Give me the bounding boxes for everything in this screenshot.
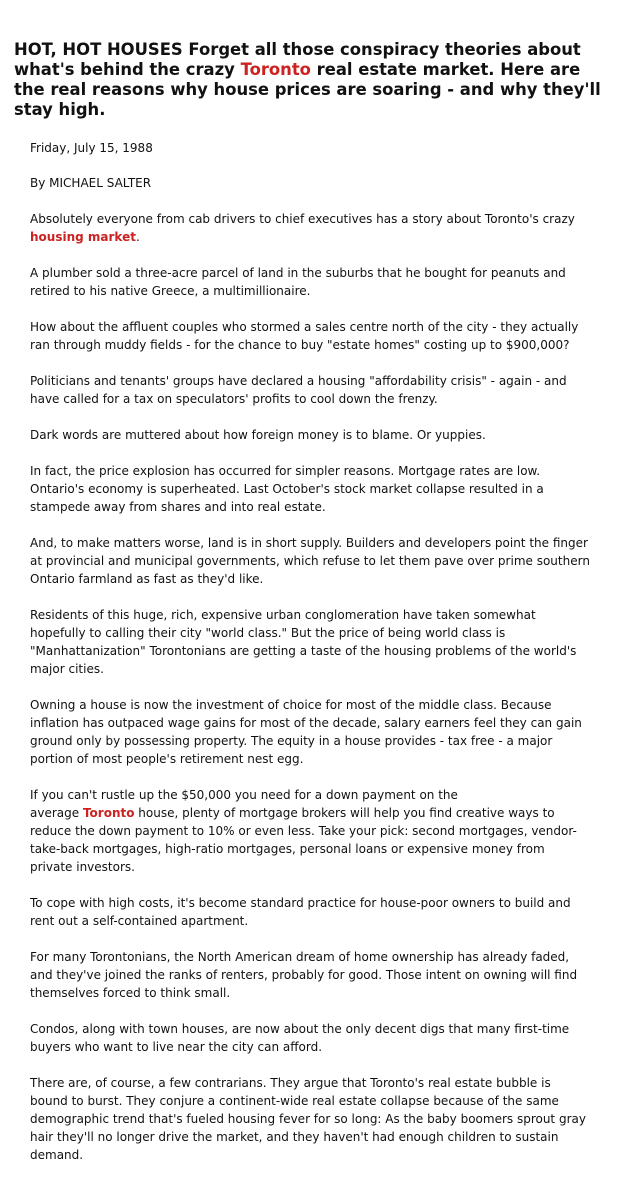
paragraph-3: How about the affluent couples who stormed a sales centre north of the city - they actually ran through muddy fields - for the chance to buy "estate homes" costing up to $900,000? <box>30 320 579 352</box>
toronto-link[interactable]: Toronto <box>82 806 135 820</box>
headline-lead: HOT, HOT HOUSES Forget all those conspiracy theories about what's behind the crazy <box>14 40 581 79</box>
paragraph-9: Owning a house is now the investment of choice for most of the middle class. Because inflation has outpaced wage gains for most of the decade, salary earners feel they can gain ground only by possessing property. The equity in a house provides - tax free - a major portion of most people's retirement nest egg. <box>30 698 582 766</box>
byline: By MICHAEL SALTER <box>30 176 152 190</box>
paragraph-4: Politicians and tenants' groups have declared a housing "affordability crisis" - again - and have called for a tax on speculators' profits to cool down the frenzy. <box>30 374 567 406</box>
paragraph-10 <box>30 786 590 876</box>
paragraph-8: Residents of this huge, rich, expensive urban conglomeration have taken somewhat hopefully to calling their city "world class." But the price of being world class is "Manhattanization" Torontonians are getting a taste of the housing problems of the world's major cities. <box>30 608 577 676</box>
paragraph-12: For many Torontonians, the North American dream of home ownership has already faded, and they've joined the ranks of renters, probably for good. Those intent on owning will find themselves forced to think small. <box>30 950 578 1000</box>
paragraph-6: In fact, the price explosion has occurred for simpler reasons. Mortgage rates are low. Ontario's economy is superheated. Last October's stock market collapse resulted in a stampede away from shares and into real estate. <box>30 464 544 514</box>
paragraph-1-text: Absolutely everyone from cab drivers to chief executives has a story about Toronto's crazy <box>30 212 575 226</box>
paragraph-1 <box>30 210 590 246</box>
headline <box>14 40 614 120</box>
paragraph-1-end: . <box>135 230 140 244</box>
article-body <box>30 139 590 1182</box>
housing-market-link[interactable]: housing market <box>30 230 136 244</box>
paragraph-5: Dark words are muttered about how foreign money is to blame. Or yuppies. <box>30 428 486 442</box>
paragraph-13: Condos, along with town houses, are now about the only decent digs that many first-time buyers who want to live near the city can afford. <box>30 1022 570 1054</box>
paragraph-2: A plumber sold a three-acre parcel of land in the suburbs that he bought for peanuts and retired to his native Greece, a multimillionaire. <box>30 266 566 298</box>
paragraph-7: And, to make matters worse, land is in short supply. Builders and developers point the finger at provincial and municipal governments, which refuse to let them pave over prime southern Ontario farmland as fast as they'd like. <box>30 536 590 586</box>
paragraph-14: There are, of course, a few contrarians. They argue that Toronto's real estate bubble is bound to burst. They conjure a continent-wide real estate collapse because of the same demographic trend that's fueled housing fever for so long: As the baby boomers sprout gray hair they'll no longer drive the market, and they haven't had enough children to sustain demand. <box>30 1076 586 1162</box>
paragraph-10-rest: house, plenty of mortgage brokers will help you find creative ways to reduce the down payment to 10% or even less. Take your pick: second mortgages, vendor-take-back mortgages, high-ratio mortgages, personal loans or expensive money from private investors. <box>30 806 577 874</box>
paragraph-11: To cope with high costs, it's become standard practice for house-poor owners to build and rent out a self-contained apartment. <box>30 896 571 928</box>
headline-rest: real estate market. Here are the real reasons why house prices are soaring - and why they'll stay high. <box>14 60 601 119</box>
paragraph-10-text: average <box>30 806 83 820</box>
paragraph-10-line-1: If you can't rustle up the $50,000 you need for a down payment on the <box>30 788 458 802</box>
headline-highlight-toronto: Toronto <box>240 60 311 79</box>
dateline: Friday, July 15, 1988 <box>30 141 153 155</box>
